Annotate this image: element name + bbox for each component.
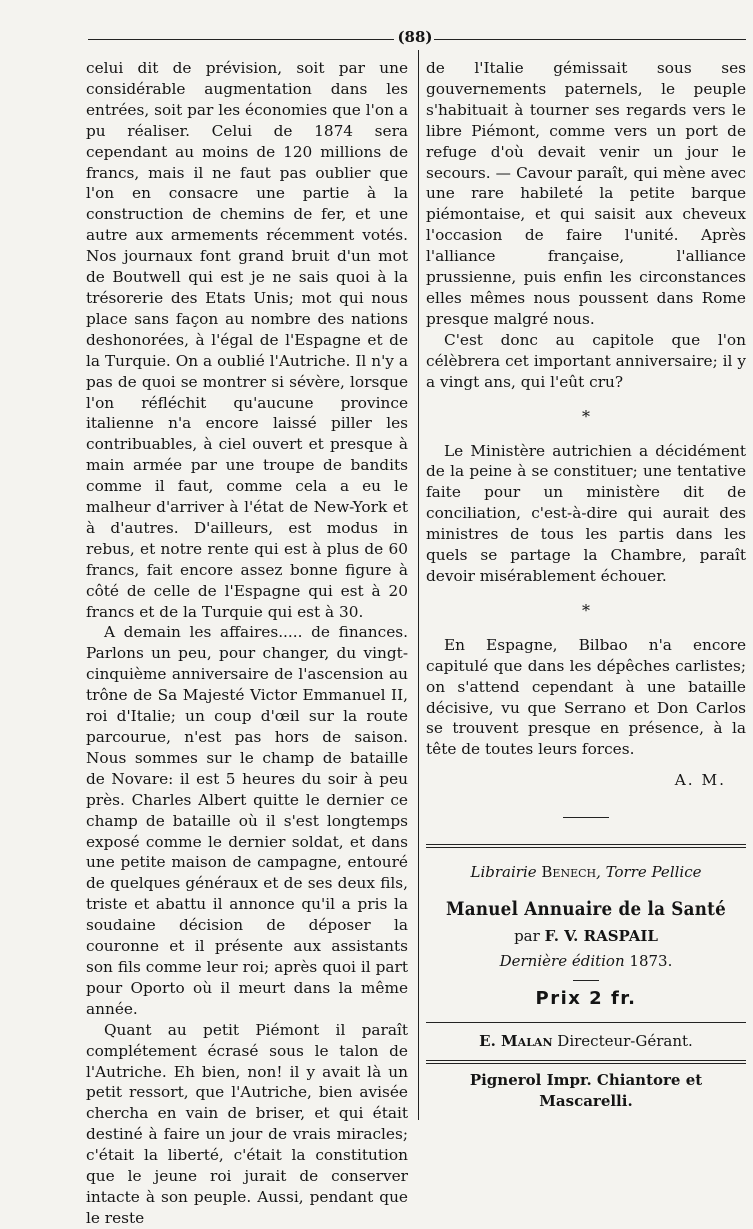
- book-edition: [426, 951, 746, 972]
- book-title: Manuel Annuaire de la Santé: [445, 898, 727, 921]
- bookshop-name: Benech: [541, 863, 597, 882]
- section-separator-star: *: [582, 406, 590, 426]
- edition-label: Dernière édition: [499, 951, 625, 970]
- printer-line: Pignerol Impr. Chiantore et Mascarelli.: [469, 1070, 703, 1110]
- edition-year: 1873.: [629, 951, 673, 970]
- article-paragraph-spain: En Espagne, Bilbao n'a encore capitulé que dans les dépêches carlistes; on s'attend cependant à une bataille décisive, vu que Serrano et Don Carlos se trouvent presque en présence, à la tête de toutes leurs forces.: [426, 635, 746, 759]
- author-name: F. V. RASPAIL: [544, 927, 658, 945]
- editor-role: Directeur-Gérant.: [557, 1031, 693, 1050]
- bookshop-prefix: Librairie: [470, 863, 537, 882]
- left-column: [86, 58, 408, 1229]
- article-paragraph-finances: celui dit de prévision, soit par une considérable augmentation dans les entrées, soit par les économies que l'on a pu réaliser. Celui de 1874 sera cependant au moins de 120 millions de francs, mais il ne faut pas oublier que l'on en consacre une partie à la construction de chemins de fer, et une autre aux armements récemment votés. Nos journaux font grand bruit d'un mot de Boutwell qui est je ne sais quoi à la trésorerie des Etats Unis; mot qui nous place sans façon au nombre des nations deshonorées, à l'égal de l'Espagne et de la Turquie. On a oublié l'Autriche. Il n'y a pas de quoi se montrer si sévère, lorsque l'on réfléchit qu'aucune province italienne n'a encore laissé piller les contribuables, à ciel ouvert et presque à main armée par une troupe de bandits comme il faut, comme cela a eu le malheur d'arriver à l'état de New-York et à d'autres. D'ailleurs, est modus in rebus, et notre rente qui est à plus de 60 francs, fait encore assez bonne figure à côté de celle de l'Espagne qui est à 20 francs et de la Turquie qui est à 30.: [86, 59, 408, 621]
- article-paragraph-ministry: Le Ministère autrichien a décidément de la peine à se constituer; une tentative faite pour un ministère dit de conciliation, c'est-à-dire qui aurait des ministres de tous les partis dans les quels se partage la Chambre, paraît devoir misérablement échouer.: [426, 441, 746, 585]
- bookshop-line: [426, 862, 746, 883]
- book-author: [426, 926, 746, 947]
- book-price: Prix 2 fr.: [535, 987, 637, 1009]
- article-paragraph-italy: de l'Italie gémissait sous ses gouvernements paternels, le peuple s'habituait à tourner ses regards vers le libre Piémont, comme vers un port de refuge d'où devait venir un jour le secours. — Cavour paraît, qui mène avec une rare habileté la petite barque piémontaise, et qui saisit aux cheveux l'occasion de faire l'unité. Après l'alliance française, l'alliance prussienne, puis enfin les circonstances elles mêmes nous poussent dans Rome presque malgré nous.: [426, 59, 746, 328]
- header-rule-right: [434, 39, 746, 40]
- editor-name: E. Malan: [479, 1031, 553, 1050]
- column-divider: [418, 50, 419, 1120]
- article-paragraph-piemont: Quant au petit Piémont il paraît complétement écrasé sous le talon de l'Autriche. Eh bien, non! il y avait là un petit ressort, que l'Autriche, bien avisée chercha en vain de briser, et qui était destiné à faire un jour de vrais miracles; c'était la liberté, c'était la constitution que le jeune roi jurait de conserver intacte à son peuple. Aussi, pendant que le reste: [86, 1020, 408, 1227]
- editor-line: [426, 1031, 746, 1052]
- article-paragraph-capitole: C'est donc au capitole que l'on célèbrera cet important anniversaire; il y a vingt ans, qui l'eût cru?: [426, 330, 746, 391]
- article-paragraph-anniversary: A demain les affaires..... de finances. Parlons un peu, pour changer, du vingt-cinquième anniversaire de l'ascension au trône de Sa Majesté Victor Emmanuel II, roi d'Italie; un coup d'œil sur la route parcourue, n'est pas hors de saison. Nous sommes sur le champ de bataille de Novare: il est 5 heures du soir à peu près. Charles Albert quitte le dernier ce champ de bataille où il s'est longtemps exposé comme le dernier soldat, et dans une petite maison de campagne, entouré de quelques généraux et de ses deux fils, triste et abattu il annonce qu'il a pris la soudaine décision de déposer la couronne et il présente aux assistants son fils comme leur roi; après quoi il part pour Oporto où il meurt dans la même année.: [86, 623, 408, 1018]
- header-rule-left: [88, 39, 394, 40]
- page-number: (88): [397, 28, 433, 46]
- right-column: [426, 58, 746, 1111]
- bookshop-suffix: , Torre Pellice: [596, 863, 702, 882]
- author-signature: A. M.: [674, 771, 726, 790]
- section-separator-star: *: [582, 600, 590, 620]
- author-prefix: par: [514, 927, 540, 945]
